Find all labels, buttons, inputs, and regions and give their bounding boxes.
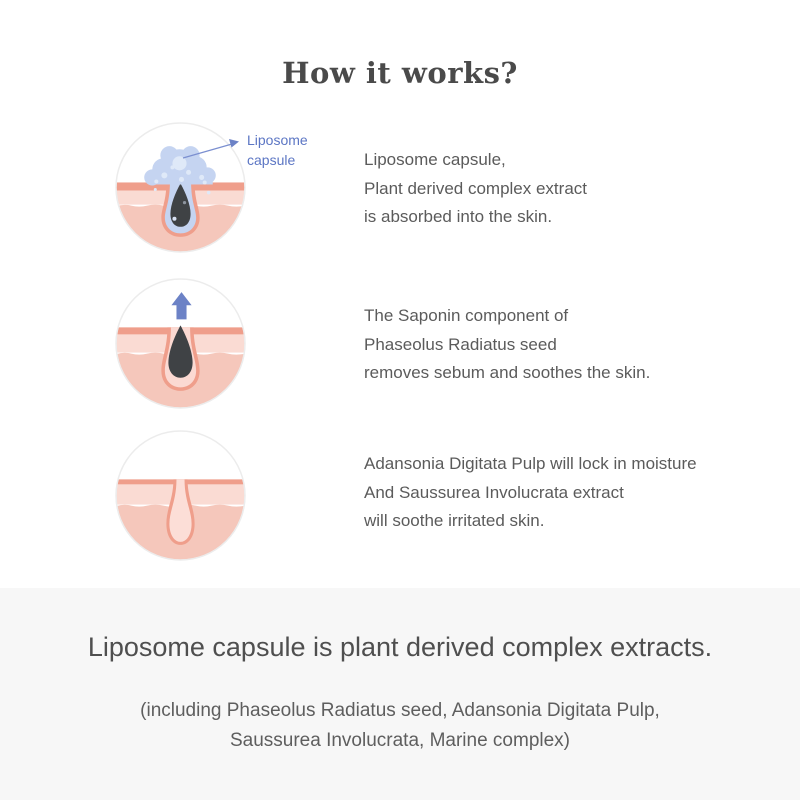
clean-pore-icon: [115, 430, 246, 561]
step2-line1: The Saponin component of: [364, 306, 569, 325]
step3-line2: And Saussurea Involucrata extract: [364, 482, 624, 502]
footer-subline1: (including Phaseolus Radiatus seed, Adansonia Digitata Pulp,: [140, 700, 660, 721]
step3-text: [364, 450, 697, 536]
callout-label-line1: Liposome: [247, 132, 308, 148]
footer-headline: Liposome capsule is plant derived complex extracts.: [87, 632, 713, 662]
footer-subline2: Saussurea Involucrata, Marine complex): [229, 730, 571, 751]
callout-label-line2: capsule: [247, 152, 296, 168]
callout-line: [160, 130, 260, 170]
step2-text: [364, 302, 650, 388]
liposome-capsule-label: [247, 130, 308, 170]
step3-line1: Adansonia Digitata Pulp will lock in moisture: [364, 454, 697, 473]
footer-panel: [0, 588, 800, 800]
step1-text: [364, 146, 587, 232]
step1-line2: Plant derived complex extract: [364, 178, 587, 198]
sebum-removal-icon: [115, 278, 246, 409]
step1-line1: Liposome capsule,: [364, 150, 506, 169]
step2-line3: removes sebum and soothes the skin.: [364, 363, 651, 382]
page-title: How it works?: [282, 56, 518, 90]
step3-line3: will soothe irritated skin.: [364, 511, 545, 530]
callout-arrowhead: [229, 139, 239, 148]
step1-line3: is absorbed into the skin.: [364, 207, 553, 226]
footer-subtext: [0, 696, 800, 756]
step3-illustration: [115, 430, 246, 561]
step2-illustration: [115, 278, 246, 409]
step2-line2: Phaseolus Radiatus seed: [364, 334, 557, 354]
